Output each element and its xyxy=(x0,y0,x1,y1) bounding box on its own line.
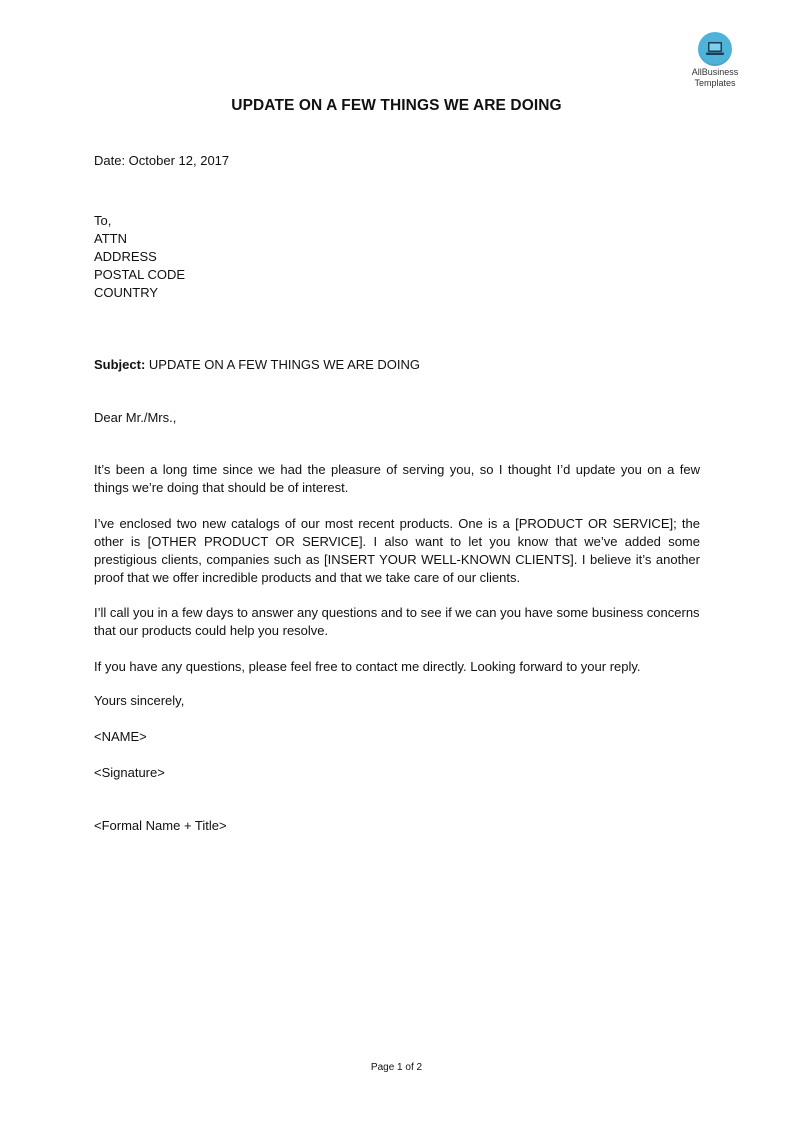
body-paragraph-2: I’ve enclosed two new catalogs of our most recent products. One is a [PRODUCT OR SERVICE]; the other is [OTHER PRODUCT OR SERVICE]. I also want to let you know that we’ve added some prestigious clients, companies such as [INSERT YOUR WELL-KNOWN CLIENTS]. I believe it’s another proof that we offer incredible products and that we take care of our clients. xyxy=(94,516,700,585)
date-line: Date: October 12, 2017 xyxy=(94,153,230,168)
body-paragraph-4: If you have any questions, please feel free to contact me directly. Looking forward to your reply. xyxy=(94,659,641,674)
laptop-icon xyxy=(705,40,725,58)
body-paragraph-1: It’s been a long time since we had the pleasure of serving you, so I thought I’d update you on a few things we’re doing that should be of interest. xyxy=(94,462,700,495)
subject-label: Subject: xyxy=(94,357,146,372)
recipient-attn: ATTN xyxy=(94,231,127,246)
signature-placeholder: <Signature> xyxy=(94,765,165,780)
logo-text-line2: Templates xyxy=(694,78,736,88)
closing: Yours sincerely, xyxy=(94,693,185,708)
recipient-to: To, xyxy=(94,213,112,228)
subject-line xyxy=(94,356,420,374)
logo-text-line1: AllBusiness xyxy=(691,67,739,77)
brand-logo xyxy=(682,32,748,88)
salutation: Dear Mr./Mrs., xyxy=(94,410,177,425)
body-paragraph-3: I’ll call you in a few days to answer any questions and to see if we can you have some business concerns that our products could help you resolve. xyxy=(94,605,700,638)
recipient-postal-code: POSTAL CODE xyxy=(94,267,186,282)
name-placeholder: <NAME> xyxy=(94,729,147,744)
page-number-footer: Page 1 of 2 xyxy=(370,1062,423,1073)
recipient-country: COUNTRY xyxy=(94,285,159,300)
document-title: UPDATE ON A FEW THINGS WE ARE DOING xyxy=(231,97,562,114)
logo-badge xyxy=(698,32,732,66)
subject-text: UPDATE ON A FEW THINGS WE ARE DOING xyxy=(145,357,421,372)
formal-name-placeholder: <Formal Name + Title> xyxy=(94,818,227,833)
recipient-address: ADDRESS xyxy=(94,249,157,264)
